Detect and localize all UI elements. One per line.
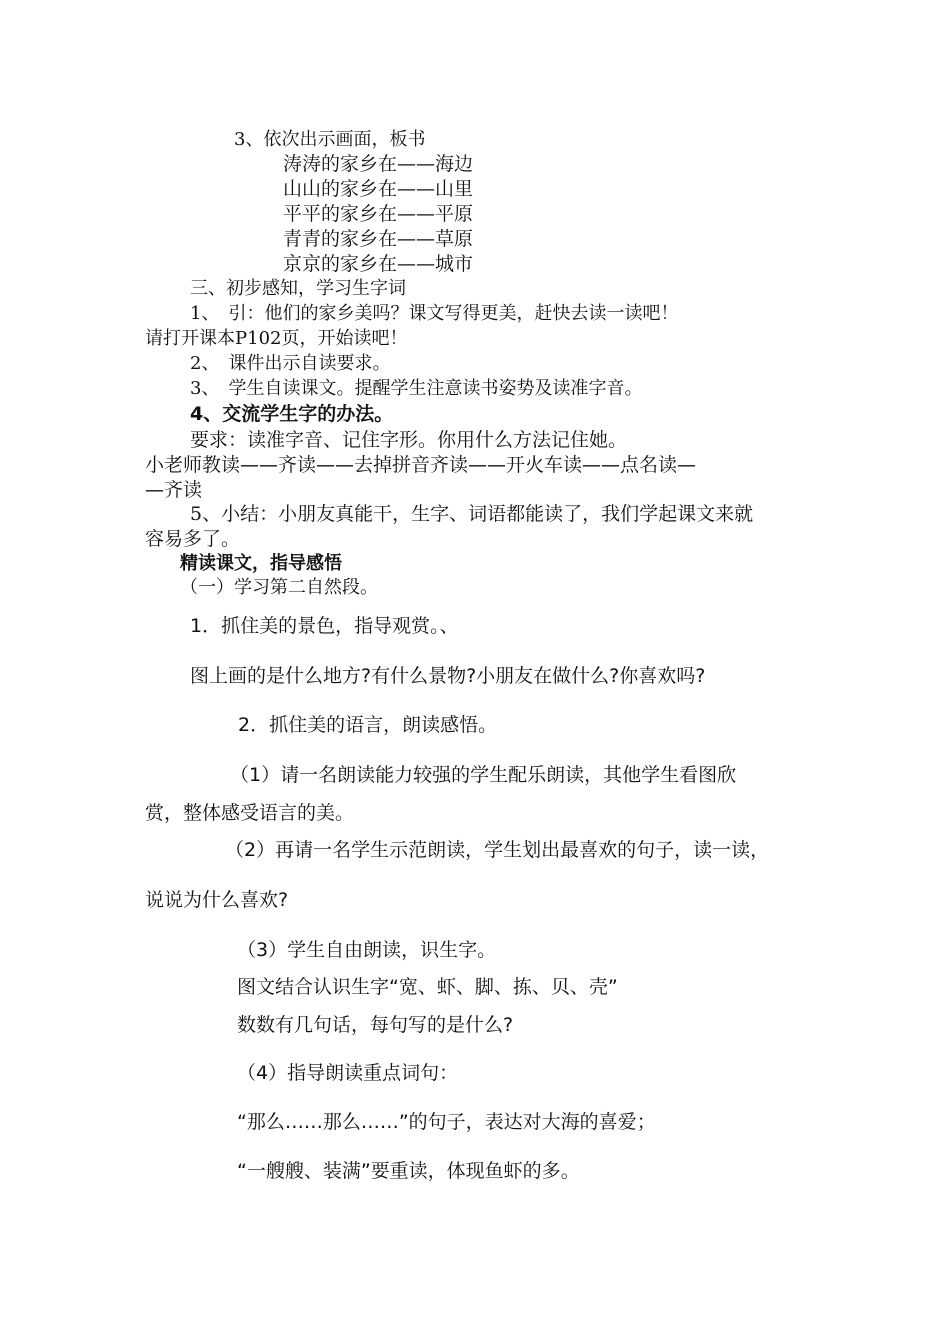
summary-line-2: 容易多了。 (145, 528, 241, 550)
step-3-free-reading: （3）学生自由朗读，识生字。 (237, 939, 497, 961)
question-1-line: 图上画的是什么地方?有什么景物?小朋友在做什么?你喜欢吗? (190, 665, 706, 687)
step-3-sentences: 数数有几句话，每句写的是什么? (237, 1014, 514, 1036)
key-phrase-2: “一艘艘、装满”要重读，体现鱼虾的多。 (237, 1160, 580, 1182)
hometown-line-4: 青青的家乡在——草原 (283, 228, 474, 250)
point-1-line: 1．抓住美的景色，指导观赏。、 (190, 615, 459, 637)
reading-flow-line-2: —齐读 (145, 479, 203, 501)
summary-line-1: 5、小结：小朋友真能干，生字、词语都能读了，我们学起课文来就 (190, 503, 754, 525)
item-2-line: 2、 课件出示自读要求。 (190, 353, 391, 374)
step-2-line-2: 说说为什么喜欢? (145, 889, 289, 911)
reading-flow-line-1: 小老师教读——齐读——去掉拼音齐读——开火车读——点名读— (145, 454, 697, 476)
step-1-line-2: 赏，整体感受语言的美。 (145, 802, 355, 824)
section-four-heading: 精读课文，指导感悟 (180, 553, 342, 574)
hometown-line-3: 平平的家乡在——平原 (283, 203, 474, 225)
step-1-line-1: （1）请一名朗读能力较强的学生配乐朗读，其他学生看图欣 (230, 764, 737, 786)
subsection-1-heading: （一）学习第二自然段。 (180, 577, 378, 598)
item-1-line-2: 请打开课本P102页，开始读吧！ (145, 328, 408, 349)
step-4-line: （4）指导朗读重点词句： (237, 1062, 459, 1084)
requirement-line: 要求：读准字音、记住字形。你用什么方法记住她。 (190, 429, 628, 451)
hometown-line-1: 涛涛的家乡在——海边 (283, 153, 474, 175)
section-three-heading: 三、初步感知，学习生字词 (190, 278, 406, 299)
step-3-line: 3、依次出示画面，板书 (234, 129, 426, 150)
point-2-line: 2．抓住美的语言，朗读感悟。 (238, 714, 498, 736)
item-1-line-1: 1、 引：他们的家乡美吗？课文写得更美，赶快去读一读吧！ (190, 303, 679, 324)
step-2-line-1: （2）再请一名学生示范朗读，学生划出最喜欢的句子，读一读， (225, 839, 770, 861)
item-3-line: 3、 学生自读课文。提醒学生注意读书姿势及读准字音。 (190, 378, 643, 399)
hometown-line-5: 京京的家乡在——城市 (283, 253, 474, 275)
key-phrase-1: “那么……那么……”的句子，表达对大海的喜爱； (237, 1111, 656, 1133)
item-4-line: 4、交流学生字的办法。 (190, 403, 394, 425)
step-3-characters: 图文结合认识生字“宽、虾、脚、拣、贝、壳” (237, 976, 618, 998)
hometown-line-2: 山山的家乡在——山里 (283, 178, 474, 200)
